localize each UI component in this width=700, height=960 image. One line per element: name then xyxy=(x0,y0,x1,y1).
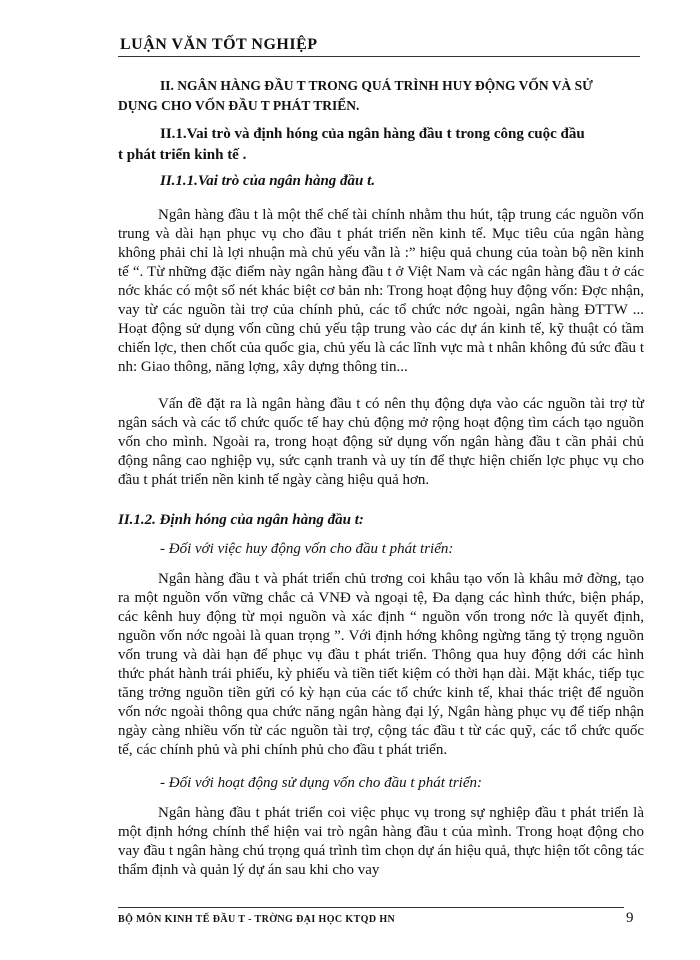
paragraph-role: Ngân hàng đầu t là một thể chế tài chính nhằm thu hút, tập trung các nguồn vốn trung và dài hạn phục vụ cho đầu t phát triển nền kinh tế. Mục tiêu của ngân hàng không phải chỉ là lợi nhuận mà chủ yếu vẫn là :” hiệu quả chung của toàn bộ nền kinh tế “. Từ những đặc điểm này ngân hàng đầu t ở Việt Nam và các ngân hàng đầu t ở các nớc khác có một số nét khác biệt cơ bản nh: Trong hoạt động huy động vốn: Đợc nhận, vay từ các nguồn tài trợ của chính phủ, các tổ chức nớc ngoài, ngân hàng ĐTTW ... Hoạt động sử dụng vốn cũng chủ yếu tập trung vào các dự án kinh tế, kỹ thuật có tầm chiến lợc, then chốt của quốc gia, chủ yếu là các lĩnh vực mà t nhân không đủ sức đầu t nh: Giao thông, năng lợng, xây dựng thông tin... xyxy=(118,207,644,375)
bullet-capital-mobilization: - Đối với việc huy động vốn cho đầu t phát triển: xyxy=(160,541,454,557)
footer-text: BỘ MÔN KINH TẾ ĐẦU T - TRỜNG ĐẠI HỌC KTQD HN xyxy=(118,914,396,925)
bullet-capital-usage: - Đối với hoạt động sử dụng vốn cho đầu t phát triển: xyxy=(160,775,482,791)
header-title: LUẬN VĂN TỐT NGHIỆP xyxy=(120,36,318,53)
header-rule xyxy=(118,56,640,57)
subsection-heading xyxy=(118,124,642,166)
section-heading-line-2: DỤNG CHO VỐN ĐẦU T PHÁT TRIỂN. xyxy=(118,98,360,113)
section-heading-line-1: II. NGÂN HÀNG ĐẦU T TRONG QUÁ TRÌNH HUY ĐỘNG VỐN VÀ SỬ xyxy=(160,78,593,93)
subsubsection-heading-role: II.1.1.Vai trò của ngân hàng đầu t. xyxy=(160,173,376,189)
section-heading xyxy=(118,76,642,116)
subsection-heading-line-1: II.1.Vai trò và định hóng của ngân hàng đầu t trong công cuộc đầu xyxy=(160,126,585,142)
subsubsection-heading-orientation: II.1.2. Định hóng của ngân hàng đầu t: xyxy=(118,512,364,528)
footer-rule xyxy=(118,907,624,908)
paragraph-issue: Vấn đề đặt ra là ngân hàng đầu t có nên thụ động dựa vào các nguồn tài trợ từ ngân sách và các tổ chức quốc tế hay chủ động mở rộng hoạt động tìm cách tạo nguồn vốn cho mình. Ngoài ra, trong hoạt động sử dụng vốn ngân hàng đầu t cần phải chủ động nâng cao nghiệp vụ, sức cạnh tranh và uy tín để thực hiện chiến lợc phục vụ cho đầu t phát triển nền kinh tế ngày càng hiệu quả hơn. xyxy=(118,396,644,488)
paragraph-capital-mobilization: Ngân hàng đầu t và phát triển chủ trơng coi khâu tạo vốn là khâu mở đờng, tạo ra một nguồn vốn vững chắc cả VNĐ và ngoại tệ, Đa dạng các hình thức, biện pháp, các kênh huy động từ mọi nguồn và xác định “ nguồn vốn trong nớc là quyết định, nguồn vốn nớc ngoài là quan trọng ”. Với định hớng không ngừng tăng tỷ trọng nguồn vốn trung và dài hạn để phục vụ đầu t phát triển. Thông qua huy động dới các hình thức phát hành trái phiếu, kỳ phiếu và tiền tiết kiệm có thời hạn dài. Mặt khác, tiếp tục tăng trởng nguồn tiền gửi có kỳ hạn của các tổ chức kinh tế, khai thác triệt để nguồn vốn nớc ngoài thông qua chức năng ngân hàng đại lý, Ngân hàng phục vụ để tiếp nhận ngày càng nhiều vốn từ các nguồn tài trợ, cộng tác đầu t từ các quỹ, các tổ chức quốc tế, các chính phủ và phi chính phủ cho đầu t phát triển. xyxy=(118,571,644,758)
subsection-heading-line-2: t phát triển kinh tế . xyxy=(118,147,247,163)
paragraph-capital-usage: Ngân hàng đầu t phát triển coi việc phục vụ trong sự nghiệp đầu t phát triển là một định hớng chính thể hiện vai trò ngân hàng đầu t của mình. Trong hoạt động cho vay đầu t ngân hàng chú trọng quá trình tìm chọn dự án hiệu quả, thực hiện tốt công tác thẩm định và quản lý dự án sau khi cho vay xyxy=(118,805,644,878)
page-number: 9 xyxy=(626,910,634,926)
